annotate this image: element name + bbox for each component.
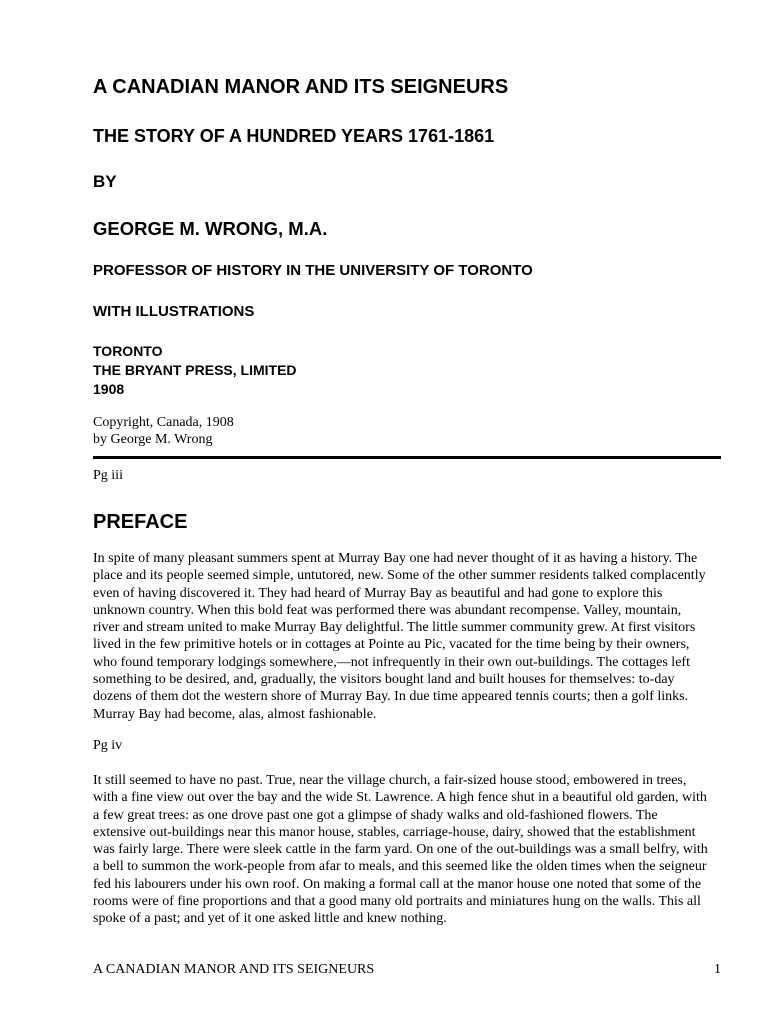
publisher-year: 1908: [93, 381, 125, 397]
book-title: A CANADIAN MANOR AND ITS SEIGNEURS: [93, 76, 509, 98]
publisher-city: TORONTO: [93, 343, 163, 359]
copyright-block: [93, 414, 234, 448]
paragraph-line: even of having discovered it. They had heard of Murray Bay as beautiful and had gone to explore this: [93, 585, 663, 601]
footer-page-number: 1: [714, 962, 721, 977]
author-position: PROFESSOR OF HISTORY IN THE UNIVERSITY OF TORONTO: [93, 262, 533, 279]
paragraph-line: extensive out-buildings near this manor house, stables, carriage-house, dairy, showed that the establishment: [93, 824, 696, 840]
page-marker-iv: Pg iv: [93, 738, 123, 753]
horizontal-divider: [93, 456, 721, 459]
paragraph-line: a few great trees: as one drove past one got a glimpse of shady walks and old-fashioned flowers. The: [93, 807, 658, 823]
copyright-line-2: by George M. Wrong: [93, 432, 213, 447]
paragraph-line: place and its people seemed simple, untutored, new. Some of the other summer residents talked complacently: [93, 568, 706, 584]
book-subtitle: THE STORY OF A HUNDRED YEARS 1761-1861: [93, 126, 495, 146]
paragraph-line: unknown country. When this bold feat was performed there was abundant recompense. Valley, mountain,: [93, 602, 682, 618]
paragraph-line: river and stream united to make Murray Bay delightful. The little summer community grew. At first visitors: [93, 620, 696, 636]
paragraph-line: who found temporary lodgings somewhere,—not infrequently in their own out-buildings. The cottages left: [93, 654, 690, 670]
author-name: GEORGE M. WRONG, M.A.: [93, 218, 328, 239]
paragraph-line: dozens of them dot the western shore of Murray Bay. In due time appeared tennis courts; then a golf links.: [93, 689, 689, 705]
illustrations-note: WITH ILLUSTRATIONS: [93, 303, 255, 320]
page-marker-iii: Pg iii: [93, 468, 123, 483]
preface-paragraph-1: [93, 550, 721, 723]
paragraph-line: a bell to summon the work-people from afar to meals, and this seemed like the olden times when the seigneur: [93, 859, 707, 875]
preface-heading: PREFACE: [93, 511, 188, 533]
preface-paragraph-2: [93, 772, 721, 928]
copyright-line-1: Copyright, Canada, 1908: [93, 415, 234, 430]
paragraph-line: In spite of many pleasant summers spent at Murray Bay one had never thought of it as having a history. The: [93, 551, 698, 566]
footer-running-title: A CANADIAN MANOR AND ITS SEIGNEURS: [93, 962, 375, 977]
paragraph-line: something to be desired, and, gradually, the visitors bought land and built houses for themselves: to-day: [93, 672, 675, 688]
publisher-press: THE BRYANT PRESS, LIMITED: [93, 362, 297, 378]
paragraph-line: spoke of a past; and yet of it one asked little and knew nothing.: [93, 911, 447, 927]
paragraph-line: rooms were of fine proportions and that a good many old portraits and miniatures hung on the walls. This all: [93, 894, 701, 910]
paragraph-line: fed his labourers under his own roof. On making a formal call at the manor house one noted that some of the: [93, 876, 702, 892]
paragraph-line: Murray Bay had become, alas, almost fashionable.: [93, 706, 377, 722]
by-line: BY: [93, 172, 117, 191]
paragraph-line: It still seemed to have no past. True, near the village church, a fair-sized house stood, embowered in trees,: [93, 773, 687, 788]
paragraph-line: lived in the few primitive hotels or in cottages at Pointe au Pic, vacated for the time being by their owners,: [93, 637, 690, 653]
paragraph-line: with a fine view out over the bay and the wide St. Lawrence. A high fence shut in a beautiful old garden, with: [93, 790, 707, 806]
publisher-block: [93, 342, 297, 399]
paragraph-line: was fairly large. There were sleek cattle in the farm yard. On one of the out-buildings was a small belfry, with: [93, 842, 708, 858]
